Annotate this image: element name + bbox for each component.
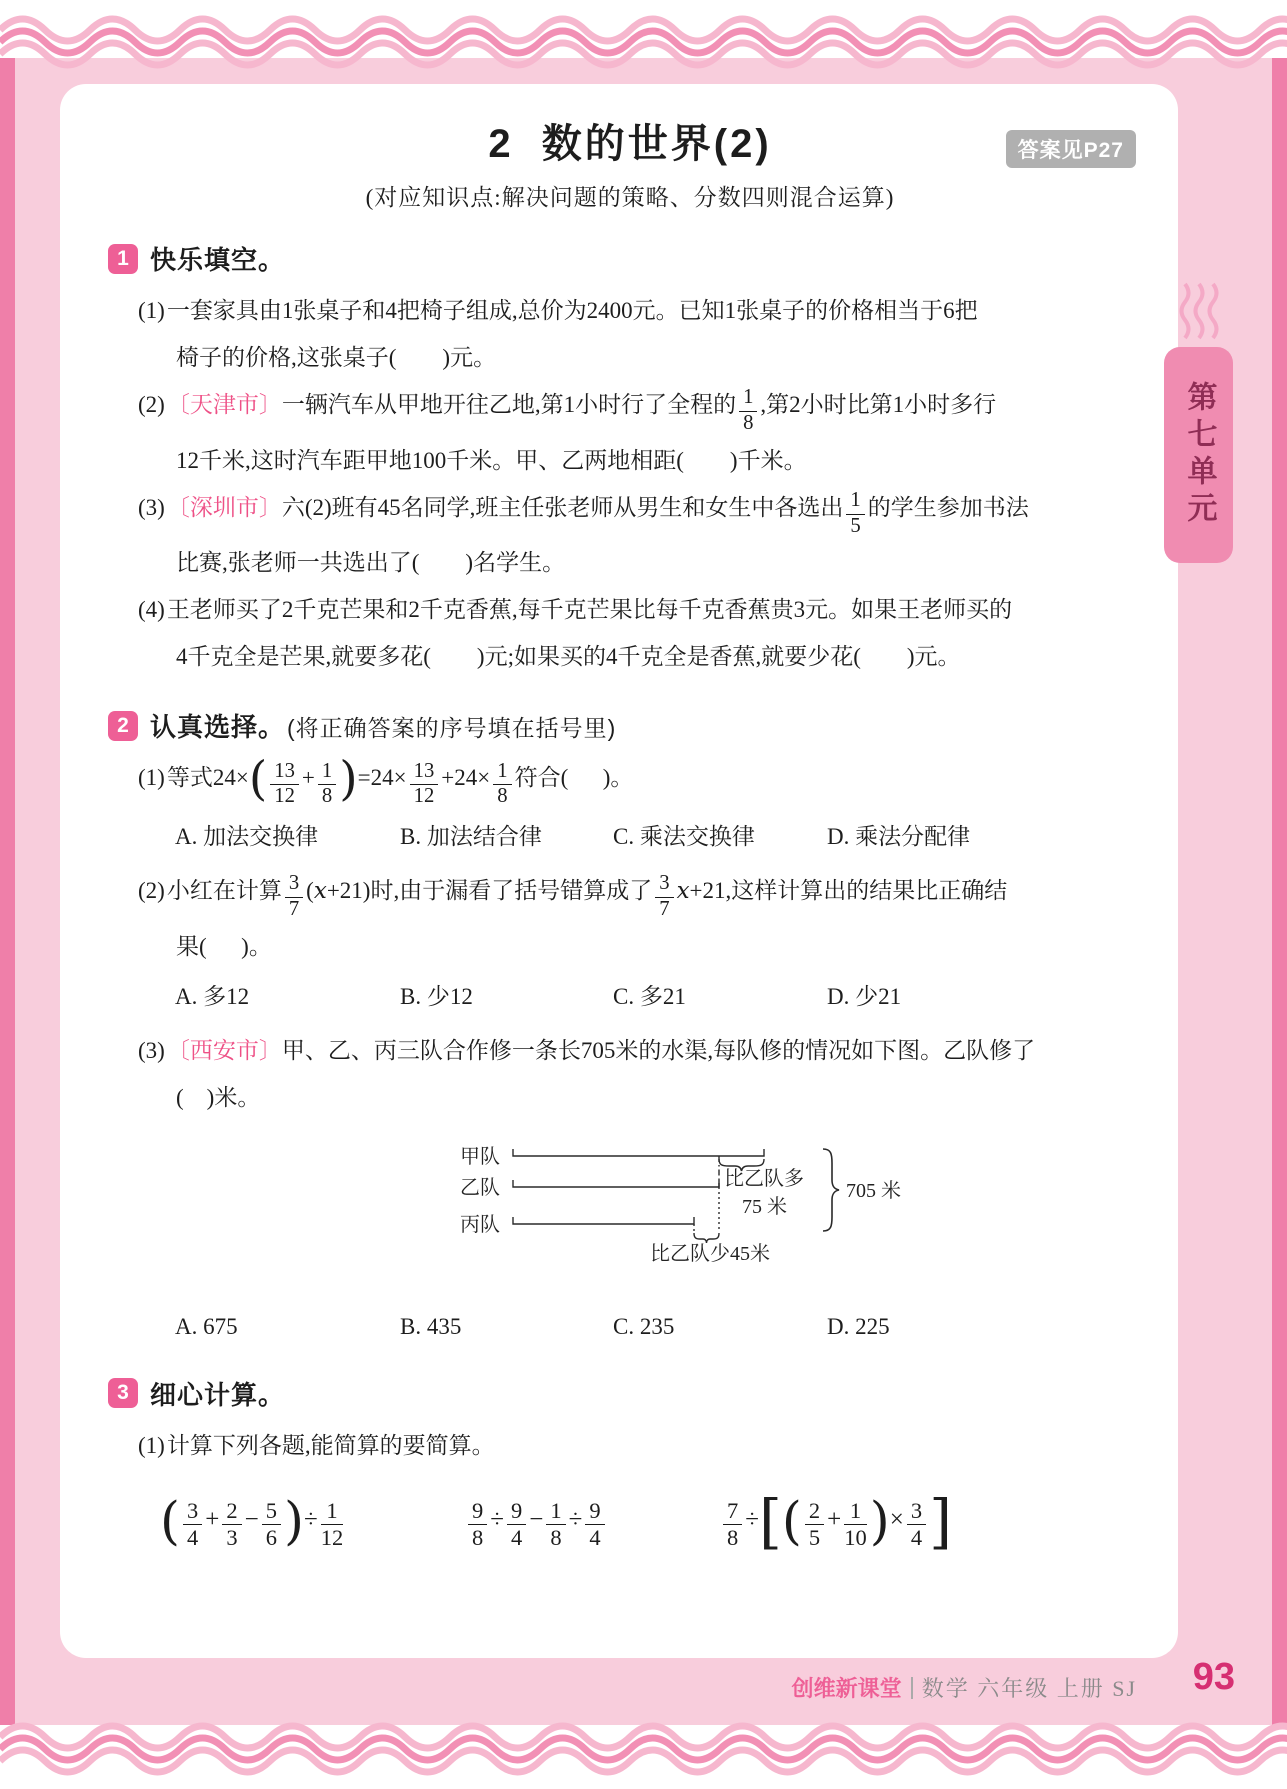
problem-line (138, 1076, 1122, 1120)
section-3-title: 细心计算。 (150, 1379, 286, 1410)
brace-less-than-b (694, 1233, 719, 1243)
option-c: C. 235 (613, 1313, 675, 1339)
wave-top-decoration (0, 10, 1287, 70)
answer-reference-badge: 答案见P27 (1006, 130, 1136, 168)
option-c: C. 乘法交换律 (613, 824, 755, 850)
option-b: B. 435 (400, 1313, 462, 1339)
footer-book-info: 数学 六年级 上册 SJ (921, 1676, 1137, 1701)
problem-text: 〔深圳市〕六(2)班有45名同学,班主任张老师从男生和女生中各选出 $\frac{1}{5}$ 的学生参加书法 (166, 488, 1029, 537)
diagram-more-label: 比乙队多 (724, 1167, 804, 1190)
problem-line (138, 289, 1122, 333)
problem-text: 4千克全是芒果,就要多花( )元;如果买的4千克全是香蕉,就要少花( )元。 (176, 644, 961, 670)
problem-text: 王老师买了2千克芒果和2千克香蕉,每千克芒果比每千克香蕉贵3元。如果王老师买的 (166, 597, 1013, 623)
diagram-more-value: 75 米 (742, 1195, 787, 1218)
problem-line (138, 925, 1122, 969)
problem-line (138, 1029, 1122, 1073)
team-c-bar (513, 1217, 694, 1224)
problem-line (138, 869, 1122, 922)
problem-text: 等式24×( $\frac{13}{12}$ + $\frac{1}{8}$ )=24× $\frac{13}{12}$ +24× $\frac{1}{8}$ 符合( )。 (166, 752, 634, 808)
unit-tab-label: 第七单元 (1182, 381, 1216, 529)
problem-text: 椅子的价格,这张桌子( )元。 (176, 345, 497, 370)
content-card (60, 84, 1178, 1658)
item-label: (2) (138, 392, 165, 417)
problem-2-1 (138, 752, 1122, 857)
item-label: (2) (138, 878, 165, 904)
team-b-bar (513, 1180, 719, 1187)
item-label: (3) (138, 1037, 165, 1063)
item-label: (4) (138, 597, 165, 623)
problem-2-3 (138, 1029, 1122, 1347)
problem-text: 果( )。 (176, 933, 272, 959)
section-1-header (108, 240, 1122, 277)
option-a: A. 多12 (175, 983, 250, 1009)
problem-line (138, 486, 1122, 539)
section-3-number-badge: 3 (108, 1378, 138, 1408)
unit-tab (1164, 347, 1233, 563)
section-2-note: (将正确答案的序号填在括号里) (287, 715, 617, 742)
item-label: (3) (138, 494, 165, 520)
footer-divider (911, 1677, 913, 1699)
option-d: D. 乘法分配律 (827, 824, 971, 850)
problem-line (138, 752, 1122, 809)
footer (792, 1672, 1137, 1703)
left-border-band (0, 58, 15, 1725)
problem-1-4 (138, 588, 1122, 679)
diagram-row-label-team-c: 丙队 (460, 1213, 500, 1236)
right-border-band (1272, 58, 1287, 1725)
section-1-title: 快乐填空。 (150, 245, 286, 275)
option-a: A. 加法交换律 (175, 824, 319, 850)
problem-text: 〔西安市〕甲、乙、丙三队合作修一条长705米的水渠,每队修的情况如下图。乙队修了 (166, 1037, 1036, 1063)
problem-line (138, 383, 1122, 436)
problem-line (138, 439, 1122, 483)
section-3-header (108, 1375, 1122, 1412)
options-row (175, 1307, 1122, 1347)
option-a: A. 675 (175, 1313, 238, 1339)
problem-text: 小红在计算 $\frac{3}{7}$ (x+21)时,由于漏看了括号错算成了 $\frac{3}{7}$ x+21,这样计算出的结果比正确结 (166, 872, 1008, 921)
total-brace (823, 1149, 839, 1231)
unit-tab-squiggle-decoration (1178, 282, 1222, 340)
problem-line (138, 541, 1122, 585)
item-label: (1) (138, 1432, 165, 1458)
section-1-number-badge: 1 (108, 244, 138, 274)
section-2-number-badge: 2 (108, 711, 138, 741)
item-label: (1) (138, 765, 165, 791)
calculation-expressions (160, 1486, 1122, 1556)
options-row (175, 817, 1122, 857)
diagram-less-label: 比乙队少45米 (650, 1242, 770, 1265)
page-header (138, 104, 1122, 212)
options-row (175, 977, 1122, 1017)
option-c: C. 多21 (613, 983, 686, 1009)
problem-text: 12千米,这时汽车距甲地100千米。甲、乙两地相距( )千米。 (176, 447, 807, 473)
problem-1-3 (138, 486, 1122, 586)
problem-1-1 (138, 289, 1122, 380)
problem-text: 〔天津市〕一辆汽车从甲地开往乙地,第1小时行了全程的 $\frac{1}{8}$ ,第2小时比第1小时多行 (166, 386, 997, 434)
expression-2: $\frac{9}{8}$ ÷ $\frac{9}{4}$ − $\frac{1}{8}$ ÷ $\frac{9}{4}$ (465, 1498, 720, 1551)
option-b: B. 少12 (400, 983, 473, 1009)
page-number: 93 (1192, 1656, 1235, 1698)
problem-line (138, 336, 1122, 380)
problem-line (138, 1424, 1122, 1468)
expression-1: ( $\frac{3}{4}$ + $\frac{2}{3}$ − $\frac{5}{6}$ )÷ $\frac{1}{12}$ (160, 1491, 344, 1552)
problem-text: 计算下列各题,能简算的要简算。 (166, 1432, 495, 1458)
problem-line (138, 635, 1122, 679)
problem-text: 一套家具由1张桌子和4把椅子组成,总价为2400元。已知1张桌子的价格相当于6把 (166, 298, 978, 323)
problem-text: 比赛,张老师一共选出了( )名学生。 (176, 550, 566, 576)
option-b: B. 加法结合律 (400, 824, 542, 850)
expression-3: $\frac{7}{8}$ ÷[( $\frac{2}{5}$ + $\frac{1}{10}$ )× $\frac{3}{4}$ ] (720, 1498, 1122, 1551)
option-d: D. 225 (827, 1313, 890, 1339)
problem-1-2 (138, 383, 1122, 483)
diagram-row-label-team-a: 甲队 (460, 1145, 500, 1168)
diagram-total-label: 705 米 (846, 1179, 901, 1202)
water-channel-diagram (446, 1134, 1122, 1299)
page-title: 2 数的世界(2) (488, 122, 772, 166)
section-2-header (108, 707, 1122, 744)
footer-brand: 创维新课堂 (791, 1676, 902, 1701)
team-a-bar (513, 1149, 764, 1156)
problem-2-2 (138, 869, 1122, 1017)
page-subtitle: (对应知识点:解决问题的策略、分数四则混合运算) (365, 185, 895, 210)
option-d: D. 少21 (827, 983, 902, 1009)
section-2-title: 认真选择。(将正确答案的序号填在括号里) (150, 712, 617, 743)
problem-text: ( )米。 (176, 1084, 261, 1110)
problem-line (138, 588, 1122, 632)
wave-bottom-decoration (0, 1717, 1287, 1777)
diagram-row-label-team-b: 乙队 (460, 1176, 500, 1199)
item-label: (1) (138, 298, 165, 323)
